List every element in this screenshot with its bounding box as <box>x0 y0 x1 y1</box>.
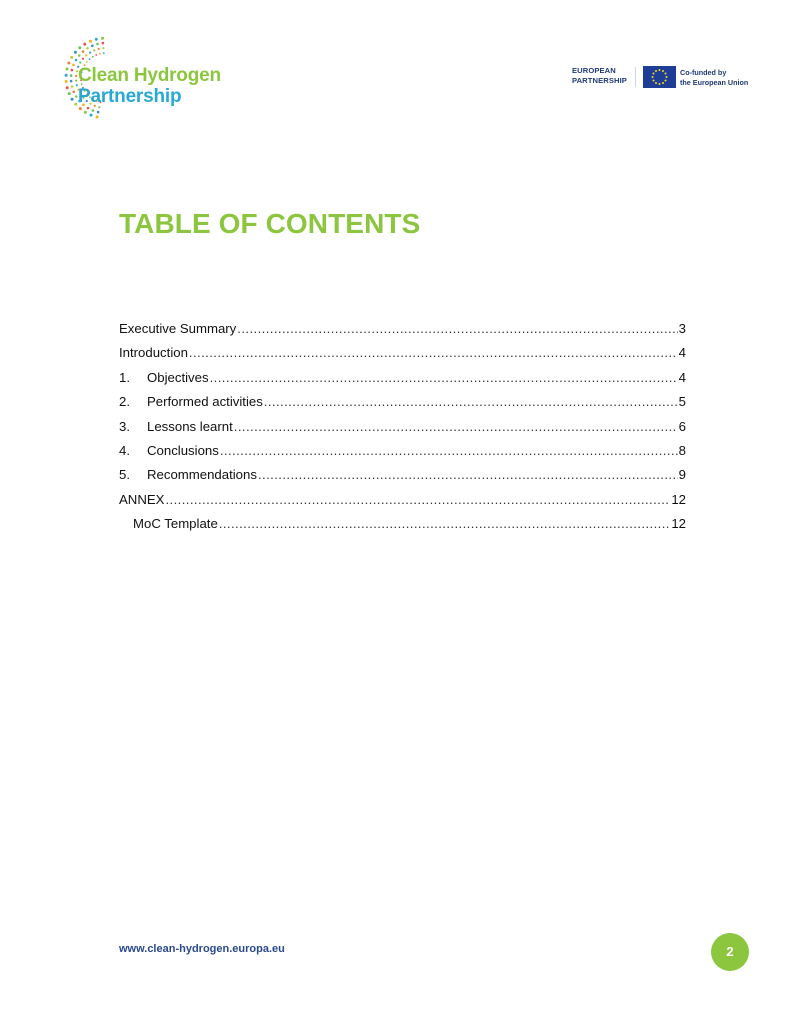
european-partnership-label <box>572 66 627 86</box>
toc-entry-label: Performed activities <box>147 394 263 410</box>
dot-leader <box>237 320 677 338</box>
page-number-badge: 2 <box>711 933 749 971</box>
logo-wordmark <box>78 65 221 107</box>
eu-flag-icon <box>643 66 676 88</box>
toc-entry-page: 4 <box>678 369 686 385</box>
clean-hydrogen-logo <box>44 30 234 125</box>
toc-entry[interactable] <box>119 344 686 368</box>
toc-entry-number: 2. <box>119 394 130 410</box>
cofunded-label <box>680 68 748 87</box>
toc-entry[interactable] <box>119 418 686 442</box>
eu-left-line-2: PARTNERSHIP <box>572 76 627 85</box>
toc-entry-label: Objectives <box>147 369 209 385</box>
toc-entry-label: Lessons learnt <box>147 418 233 434</box>
toc-entry[interactable] <box>119 515 686 539</box>
toc-entry-page: 4 <box>678 345 686 361</box>
toc-entry[interactable] <box>119 466 686 490</box>
logo-line-2: Partnership <box>78 86 182 107</box>
toc-entry[interactable] <box>119 369 686 393</box>
toc-entry-page: 8 <box>678 442 686 458</box>
eu-left-line-1: EUROPEAN <box>572 66 616 75</box>
divider <box>635 67 636 87</box>
toc-entry-number: 5. <box>119 467 130 483</box>
toc-entry-label: Recommendations <box>147 467 257 483</box>
dot-leader <box>210 369 678 387</box>
page-title: TABLE OF CONTENTS <box>119 208 421 239</box>
eu-right-line-2: the European Union <box>680 77 749 87</box>
toc-entry[interactable] <box>119 442 686 466</box>
toc-entry-page: 5 <box>678 394 686 410</box>
toc-entry[interactable] <box>119 393 686 417</box>
eu-cofunding-logo <box>572 66 757 90</box>
dot-leader <box>234 418 678 436</box>
dot-leader <box>220 442 678 460</box>
toc-entry-page: 3 <box>678 321 686 336</box>
dot-leader <box>258 466 678 484</box>
toc-entry[interactable] <box>119 491 686 515</box>
toc-entry[interactable] <box>119 320 686 344</box>
toc-entry-number: 4. <box>119 442 130 458</box>
toc-entry-label: Introduction <box>119 345 188 361</box>
website-link[interactable]: www.clean-hydrogen.europa.eu <box>119 943 285 955</box>
toc-entry-label: Executive Summary <box>119 321 237 336</box>
table-of-contents <box>119 320 686 540</box>
dot-leader <box>219 515 671 533</box>
toc-entry-number: 3. <box>119 418 130 434</box>
toc-entry-label: ANNEX <box>119 491 165 507</box>
toc-entry-label: MoC Template <box>133 516 218 532</box>
dot-leader <box>189 344 678 362</box>
dot-leader <box>165 491 670 509</box>
dot-leader <box>264 393 678 411</box>
toc-entry-page: 12 <box>671 491 686 507</box>
toc-entry-page: 9 <box>678 467 686 483</box>
toc-entry-label: Conclusions <box>147 442 219 458</box>
logo-line-1: Clean Hydrogen <box>78 65 221 86</box>
toc-entry-number: 1. <box>119 369 130 385</box>
toc-entry-page: 6 <box>678 418 686 434</box>
eu-right-line-1: Co-funded by <box>680 68 727 77</box>
toc-entry-page: 12 <box>671 516 686 532</box>
